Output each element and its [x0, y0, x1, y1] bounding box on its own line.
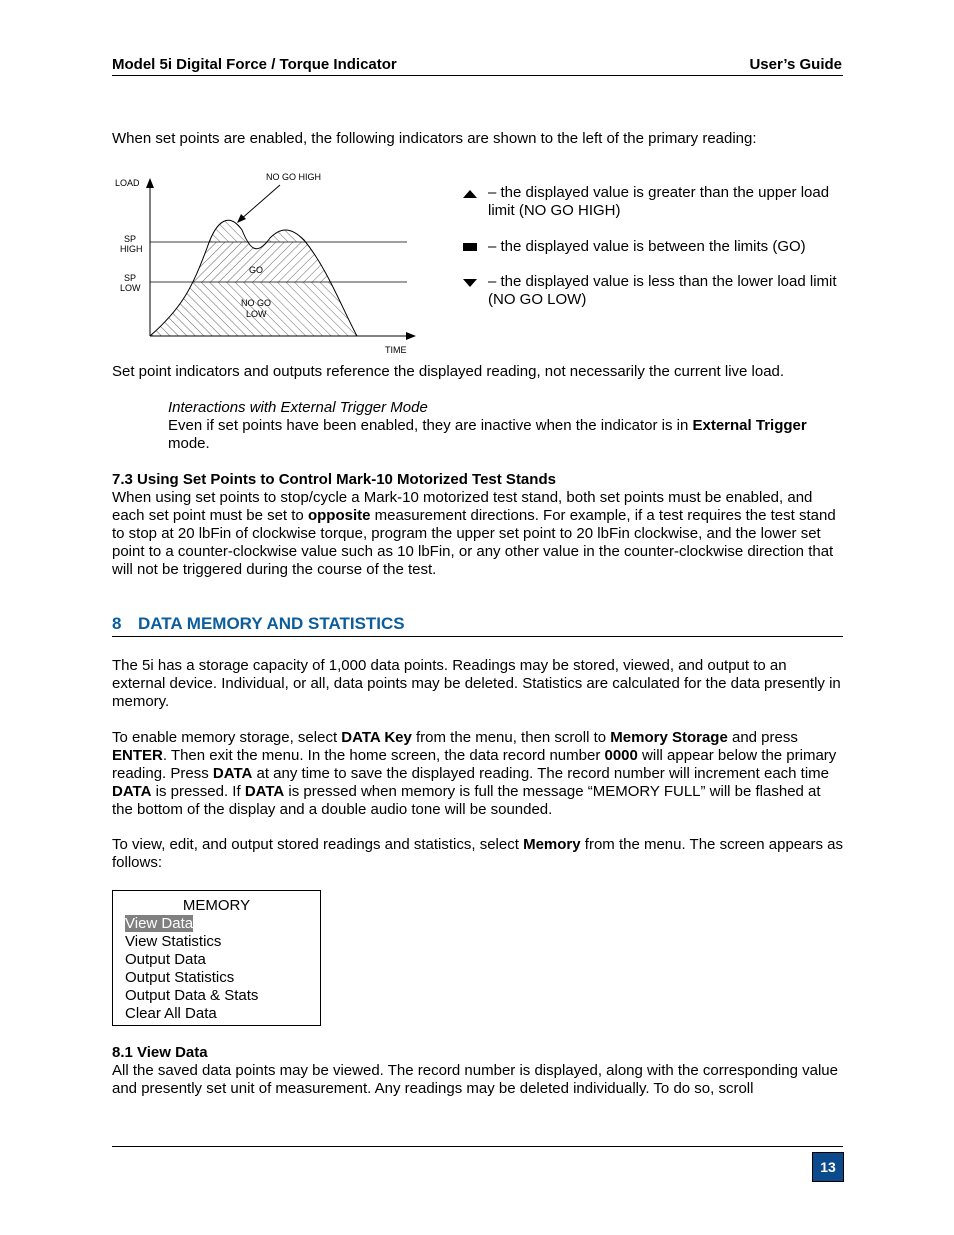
- no-go-high-label: NO GO HIGH: [266, 172, 322, 182]
- interactions-title: Interactions with External Trigger Mode: [168, 399, 428, 416]
- rectangle-icon: [462, 240, 478, 254]
- sp-low-label-1: SP: [124, 273, 137, 283]
- intro-paragraph: When set points are enabled, the following indicators are shown to the left of the primary reading:: [112, 130, 757, 147]
- interactions-body: Even if set points have been enabled, they are inactive when the indicator is in External Trigger mode.: [168, 417, 807, 452]
- enable-storage-paragraph: To enable memory storage, select DATA Key from the menu, then scroll to Memory Storage and press ENTER. Then exit the menu. In the home screen, the data record number 0000 will appear below the primary reading. Press DATA at any time to save the displayed reading. The record number will increment each time DATA is pressed. If DATA is pressed when memory is full the message “MEMORY FULL” will be flashed at the bottom of the display and a double audio tone will be sounded.: [112, 729, 837, 818]
- y-axis-arrow: [146, 178, 154, 188]
- x-axis-arrow: [406, 332, 416, 340]
- page-number: 13: [812, 1152, 844, 1182]
- triangle-up-icon: [462, 186, 478, 200]
- no-go-low-region: [142, 282, 402, 342]
- sp-low-label-2: LOW: [120, 283, 141, 293]
- legend-text: – the displayed value is greater than the upper load limit (NO GO HIGH): [488, 184, 830, 219]
- legend-text: – the displayed value is less than the lower load limit (NO GO LOW): [488, 273, 837, 308]
- memory-menu-screen: [112, 890, 321, 1026]
- header-guide: User’s Guide: [749, 56, 842, 73]
- menu-item-view-data[interactable]: View Data: [125, 915, 194, 932]
- menu-item-view-statistics[interactable]: View Statistics: [125, 933, 222, 950]
- setpoint-paragraph: Set point indicators and outputs reference the displayed reading, not necessarily the current live load.: [112, 363, 785, 380]
- section-8-1-heading: 8.1 View Data: [112, 1044, 208, 1061]
- no-go-high-pointer: [240, 185, 280, 220]
- triangle-down-icon: [462, 275, 478, 289]
- section-7-3-body: When using set points to stop/cycle a Mark-10 motorized test stand, both set points must be enabled, and each set point must be set to opposite measurement directions. For example, if a test requires the test stand to stop at 20 lbFin of clockwise torque, program the upper set point to 20 lbFin clockwise, and the lower set point to a counter-clockwise value such as 10 lbFin, or any other value in the counter-clockwise direction that will not be triggered during the course of the test.: [112, 489, 836, 578]
- menu-item-clear-all-data[interactable]: Clear All Data: [125, 1005, 217, 1022]
- section-8-1-body: All the saved data points may be viewed. The record number is displayed, along with the corresponding value and presently set unit of measurement. Any readings may be deleted individually. To do so, scroll: [112, 1062, 838, 1097]
- legend-text: – the displayed value is between the limits (GO): [488, 238, 806, 255]
- load-label: LOAD: [115, 178, 140, 188]
- menu-item-output-data[interactable]: Output Data: [125, 951, 206, 968]
- go-region: [142, 242, 402, 282]
- no-go-high-region: [142, 198, 402, 242]
- no-go-low-label-1: NO GO: [241, 298, 272, 308]
- go-label: GO: [249, 265, 264, 275]
- menu-item-output-data-stats[interactable]: Output Data & Stats: [125, 987, 259, 1004]
- sp-high-label-2: HIGH: [120, 244, 143, 254]
- footer-divider: [112, 1146, 843, 1147]
- section-7-3-heading: 7.3 Using Set Points to Control Mark-10 Motorized Test Stands: [112, 471, 556, 488]
- header-title: Model 5i Digital Force / Torque Indicator: [112, 56, 397, 73]
- sp-high-label-1: SP: [124, 234, 137, 244]
- indicator-legend: [462, 184, 842, 324]
- no-go-low-label-2: LOW: [246, 309, 267, 319]
- menu-title: MEMORY: [182, 897, 251, 914]
- header-divider: [112, 75, 843, 76]
- view-memory-paragraph: To view, edit, and output stored readings and statistics, select Memory from the menu. The screen appears as follows:: [112, 836, 843, 871]
- setpoint-diagram: [112, 168, 422, 358]
- section-8-heading: 8 DATA MEMORY AND STATISTICS: [112, 614, 843, 637]
- time-label: TIME: [385, 345, 407, 355]
- menu-item-output-statistics[interactable]: Output Statistics: [125, 969, 235, 986]
- storage-paragraph: The 5i has a storage capacity of 1,000 data points. Readings may be stored, viewed, and output to an external device. Individual, or all, data points may be deleted. Statistics are calculated for the data presently in memory.: [112, 657, 841, 710]
